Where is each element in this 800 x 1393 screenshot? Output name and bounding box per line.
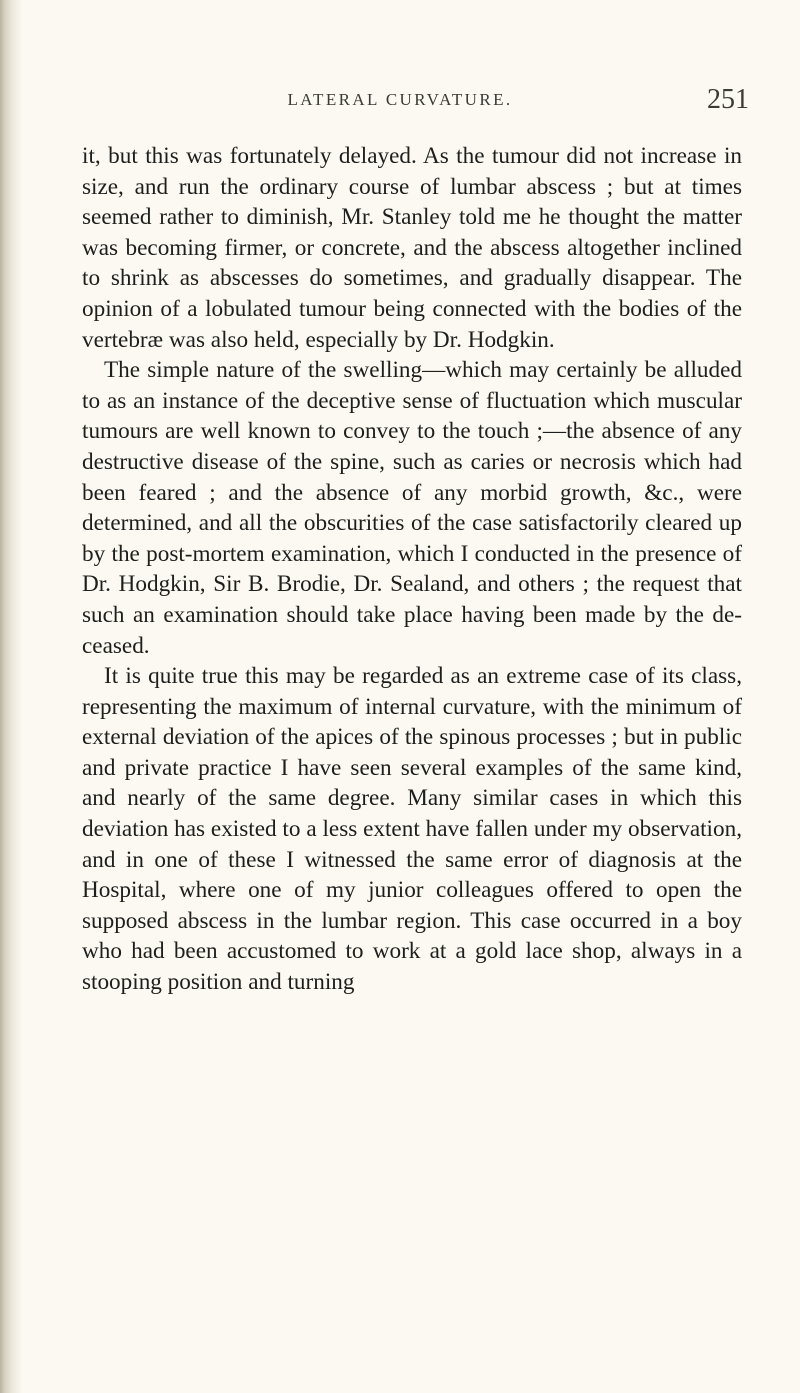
paragraph: it, but this was fortunately delayed. As the tumour did not increase in size, and run the ordinary course of lumbar abscess ; but at times seemed rather to diminish, Mr. Stanley told me he thought the matter was becoming firmer, or concrete, and the abscess altogether inclined to shrink as abscesses do sometimes, and gradually disappear. The opinion of a lobulated tumour being connected with the bodies of the vertebræ was also held, especially by Dr. Hodgkin. [82, 143, 742, 353]
running-title: LATERAL CURVATURE. [287, 90, 513, 109]
binding-shadow [0, 0, 22, 1393]
page-header [0, 84, 800, 130]
paragraph: The simple nature of the swelling—which may certainly be alluded to as an instance of the deceptive sense of fluctuation which muscular tumours are well known to convey to the touch ;—the absence of any destructive disease of the spine, such as caries or necrosis which had been feared ; and the absence of any morbid growth, &c., were determined, and all the obscurities of the case satisfactorily cleared up by the post-mortem examination, which I conducted in the presence of Dr. Hodgkin, Sir B. Brodie, Dr. Sealand, and others ; the request that such an examination should take place having been made by the deceased. [82, 357, 742, 659]
paragraph: It is quite true this may be regarded as an extreme case of its class, representing the maximum of internal curvature, with the minimum of external deviation of the apices of the spinous processes ; but in public and private practice I have seen several examples of the same kind, and nearly of the same degree. Many similar cases in which this deviation has existed to a less extent have fallen under my observation, and in one of these I witnessed the same error of diagnosis at the Hospital, where one of my junior colleagues offered to open the supposed abscess in the lumbar region. This case occurred in a boy who had been accustomed to work at a gold lace shop, always in a stooping position and turning [82, 663, 742, 996]
page-number: 251 [707, 84, 749, 115]
body-text [82, 141, 742, 998]
